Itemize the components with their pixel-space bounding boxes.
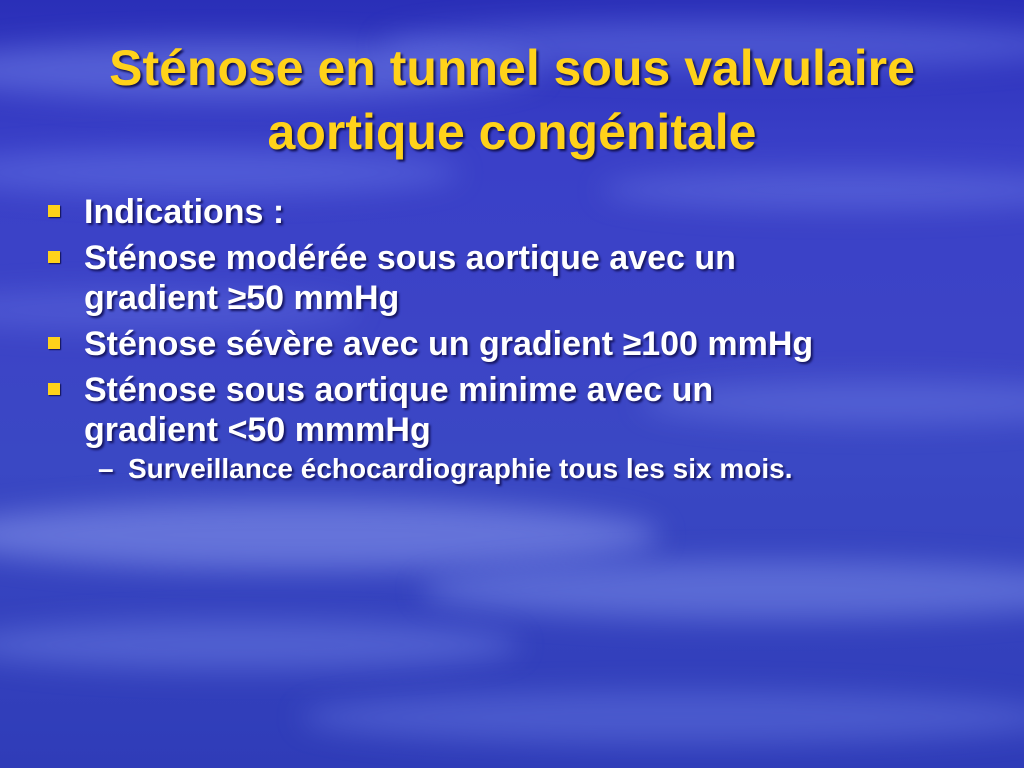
- bullet-list: [46, 192, 986, 486]
- square-bullet-icon: [48, 383, 60, 395]
- bullet-item-moderate: [46, 238, 986, 318]
- bullet-item-indications: [46, 192, 986, 232]
- bullet-text: Sténose modérée sous aortique avec un: [84, 239, 736, 277]
- bullet-text-continued: gradient <50 mmmHg: [84, 411, 431, 449]
- bullet-text-continued: gradient ≥50 mmHg: [84, 279, 400, 317]
- cloud-streak: [0, 620, 520, 670]
- bullet-text: Sténose sous aortique minime avec un: [84, 371, 714, 409]
- sub-bullet-surveillance: [46, 452, 986, 486]
- bullet-text: Sténose sévère avec un gradient ≥100 mmHg: [84, 325, 814, 363]
- square-bullet-icon: [48, 337, 60, 349]
- slide-title: [0, 36, 1024, 164]
- sub-bullet-text: Surveillance échocardiographie tous les six mois.: [128, 453, 793, 484]
- bullet-item-severe: [46, 324, 986, 364]
- cloud-streak: [0, 500, 660, 570]
- cloud-streak: [300, 690, 1024, 745]
- bullet-item-minimal: [46, 370, 986, 450]
- square-bullet-icon: [48, 251, 60, 263]
- dash-bullet-icon: –: [98, 453, 114, 484]
- bullet-text: Indications :: [84, 193, 285, 231]
- title-line-2: aortique congénitale: [267, 104, 757, 160]
- title-line-1: Sténose en tunnel sous valvulaire: [109, 40, 915, 96]
- cloud-streak: [420, 560, 1024, 620]
- square-bullet-icon: [48, 205, 60, 217]
